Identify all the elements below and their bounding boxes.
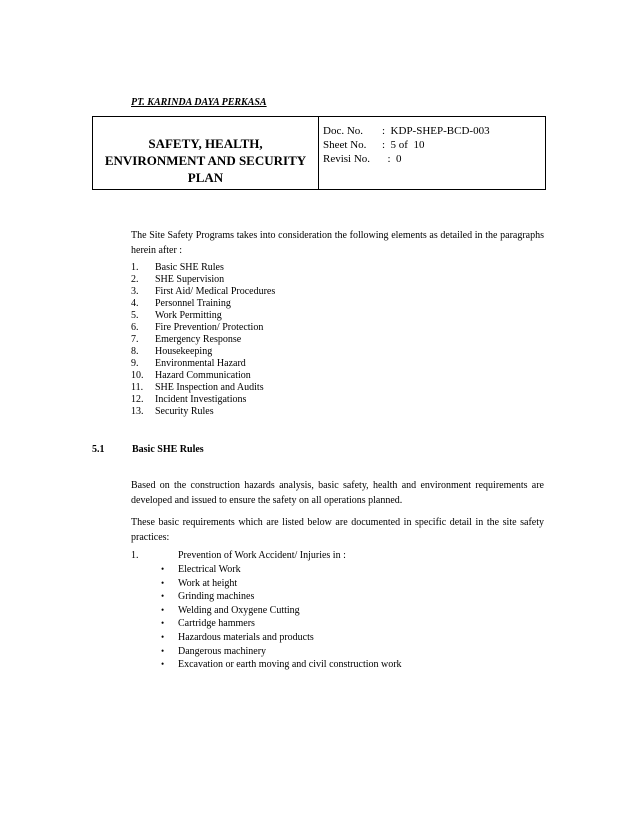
header-meta-cell	[319, 117, 545, 189]
bullet-icon: •	[161, 659, 165, 670]
bullet-item	[161, 645, 402, 659]
list-item	[131, 334, 275, 346]
company-name: PT. KARINDA DAYA PERKASA	[131, 97, 267, 108]
section-title: Basic SHE Rules	[132, 444, 204, 455]
item-number: 2.	[131, 274, 139, 285]
revision-number-row	[323, 152, 545, 166]
bullet-item	[161, 577, 402, 591]
document-header-box	[92, 116, 546, 190]
item-text: Personnel Training	[155, 298, 231, 309]
bullet-icon: •	[161, 564, 165, 574]
meta-label: Doc. No.	[323, 125, 364, 137]
item-number: 5.	[131, 310, 139, 321]
bullet-text: Excavation or earth moving and civil construction work	[178, 659, 402, 671]
list-item	[131, 274, 275, 286]
bullet-text: Hazardous materials and products	[178, 631, 314, 643]
item-number: 1.	[131, 262, 139, 273]
bullet-item	[161, 617, 402, 631]
section-number: 5.1	[92, 444, 105, 455]
bullet-item	[161, 590, 402, 604]
document-title	[105, 121, 306, 186]
bullet-text: Dangerous machinery	[178, 645, 267, 657]
bullet-text: Cartridge hammers	[178, 618, 255, 630]
requirement-text: Prevention of Work Accident/ Injuries in :	[178, 550, 346, 561]
item-number: 12.	[131, 394, 144, 405]
list-item	[131, 310, 275, 322]
list-item	[131, 286, 275, 298]
body-paragraph: Based on the construction hazards analysis, basic safety, health and environment requirements are developed and issued to ensure the safety on all operations planned.	[131, 480, 544, 506]
item-text: Hazard Communication	[155, 370, 251, 381]
item-number: 3.	[131, 286, 139, 297]
title-line: ENVIRONMENT AND SECURITY	[104, 152, 307, 168]
bullet-icon: •	[161, 604, 165, 615]
item-number: 7.	[131, 334, 139, 345]
meta-value: : 0	[382, 153, 402, 165]
meta-value: : KDP-SHEP-BCD-003	[382, 125, 490, 137]
bullet-icon: •	[161, 618, 165, 629]
bullet-item	[161, 631, 402, 645]
meta-value: : 5 of 10	[382, 139, 425, 151]
list-item	[131, 406, 275, 418]
list-item	[131, 346, 275, 358]
meta-label: Sheet No.	[323, 139, 367, 151]
program-elements-list	[131, 262, 275, 418]
bullet-icon: •	[161, 631, 165, 642]
item-text: SHE Supervision	[155, 274, 225, 285]
item-text: First Aid/ Medical Procedures	[155, 286, 276, 297]
doc-number-row	[323, 124, 545, 138]
list-item	[131, 322, 275, 334]
item-number: 10.	[131, 370, 144, 381]
meta-label: Revisi No.	[323, 153, 371, 165]
bullet-item	[161, 563, 402, 577]
item-number: 4.	[131, 298, 139, 309]
title-line: PLAN	[187, 169, 224, 185]
item-text: Emergency Response	[155, 334, 242, 345]
item-text: Environmental Hazard	[155, 358, 246, 369]
list-item	[131, 382, 275, 394]
bullet-item	[161, 604, 402, 618]
requirement-item	[131, 550, 346, 561]
requirement-number: 1.	[131, 550, 139, 561]
list-item	[131, 358, 275, 370]
bullet-item	[161, 658, 402, 672]
item-text: Security Rules	[155, 406, 214, 417]
item-number: 11.	[131, 382, 144, 393]
item-number: 8.	[131, 346, 139, 357]
list-item	[131, 298, 275, 310]
item-number: 6.	[131, 322, 139, 333]
list-item	[131, 370, 275, 382]
item-number: 9.	[131, 358, 139, 369]
bullet-list	[161, 563, 402, 672]
list-item	[131, 394, 275, 406]
section-heading	[92, 444, 204, 455]
item-text: SHE Inspection and Audits	[155, 382, 264, 393]
bullet-text: Welding and Oxygene Cutting	[178, 604, 300, 616]
bullet-icon: •	[161, 591, 165, 602]
item-text: Fire Prevention/ Protection	[155, 322, 264, 333]
body-paragraph: These basic requirements which are listed below are documented in specific detail in the site safety practices:	[131, 517, 544, 543]
item-text: Work Permitting	[155, 310, 222, 321]
sheet-number-row	[323, 138, 545, 152]
item-number: 13.	[131, 406, 144, 417]
bullet-text: Work at height	[178, 577, 238, 589]
list-item	[131, 262, 275, 274]
bullet-icon: •	[161, 645, 165, 656]
intro-paragraph: The Site Safety Programs takes into consideration the following elements as detailed in the paragraphs herein after :	[131, 230, 544, 256]
bullet-icon: •	[161, 577, 165, 588]
bullet-text: Grinding machines	[178, 591, 255, 603]
item-text: Basic SHE Rules	[155, 262, 224, 273]
item-text: Incident Investigations	[155, 394, 247, 405]
item-text: Housekeeping	[155, 346, 213, 357]
title-line: SAFETY, HEALTH,	[148, 135, 263, 151]
header-title-cell	[93, 117, 319, 189]
bullet-text: Electrical Work	[178, 564, 241, 575]
